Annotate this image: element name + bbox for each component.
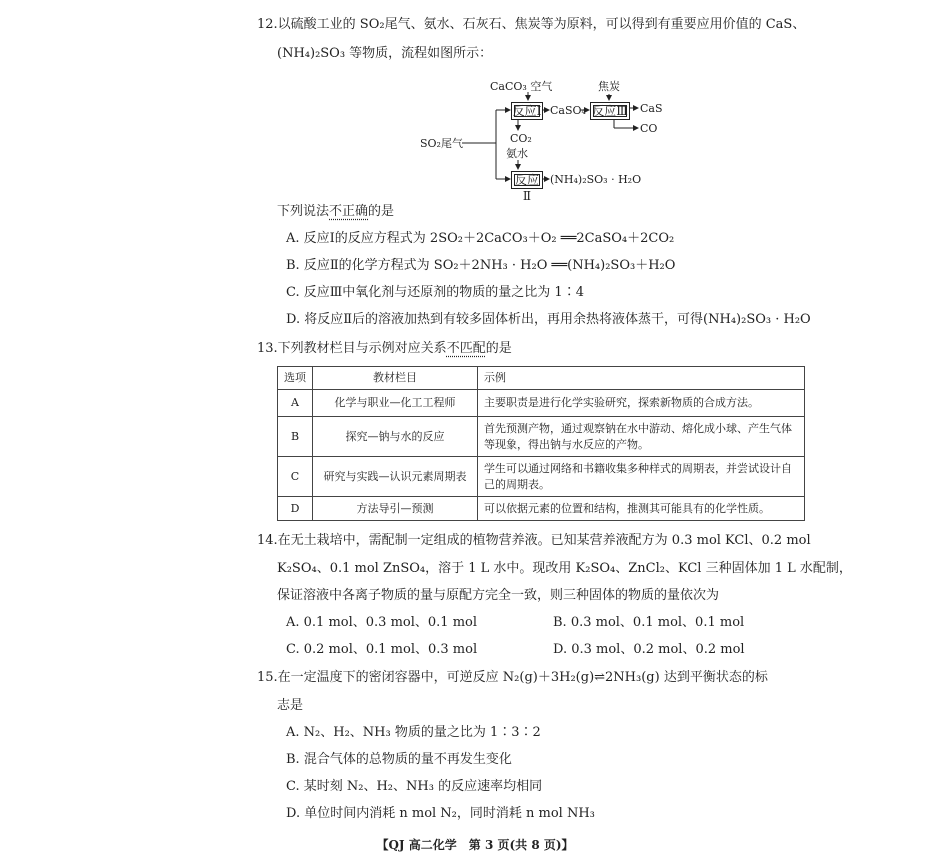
q12-stem-pre: 下列说法 <box>277 204 330 219</box>
q13-stem <box>257 340 512 358</box>
header-example: 示例 <box>478 367 805 390</box>
header-column: 教材栏目 <box>313 367 478 390</box>
q12-stem-post: 的是 <box>368 204 395 219</box>
flow-box-reaction-3: 反应Ⅲ <box>590 102 630 120</box>
q12-stem-emph: 不正确 <box>329 204 369 219</box>
flow-co2: CO₂ <box>510 132 532 145</box>
flow-input-caco3-air: CaCO₃ 空气 <box>490 80 553 93</box>
flow-caso4: CaSO₄ <box>550 104 586 117</box>
q12-option-b: B. 反应Ⅱ的化学方程式为 SO₂＋2NH₃ · H₂O ══(NH₄)₂SO₃＋H₂O <box>286 258 676 273</box>
flow-source: SO₂尾气 <box>420 137 463 150</box>
cell-example: 学生可以通过网络和书籍收集多种样式的周期表，并尝试设计自己的周期表。 <box>478 457 805 497</box>
cell-example: 主要职责是进行化学实验研究，探索新物质的合成方法。 <box>478 390 805 417</box>
q12-stem <box>277 203 394 221</box>
q14-option-b: B. 0.3 mol、0.1 mol、0.1 mol <box>553 615 745 630</box>
q12-option-c: C. 反应Ⅲ中氧化剂与还原剂的物质的量之比为 1∶4 <box>286 285 584 300</box>
cell-option: C <box>278 457 313 497</box>
flow-output-co: CO <box>640 122 658 135</box>
cell-column: 探究—钠与水的反应 <box>313 417 478 457</box>
flow-input-coke: 焦炭 <box>598 80 620 93</box>
cell-column: 方法导引—预测 <box>313 497 478 521</box>
cell-example: 首先预测产物，通过观察钠在水中游动、熔化成小球、产生气体等现象，得出钠与水反应的产物。 <box>478 417 805 457</box>
table-header-row <box>278 367 805 390</box>
q15-line1: 15.在一定温度下的密闭容器中，可逆反应 N₂(g)＋3H₂(g)⇌2NH₃(g) 达到平衡状态的标 <box>257 670 768 685</box>
q13-stem-post: 的是 <box>485 341 512 356</box>
q14-option-a: A. 0.1 mol、0.3 mol、0.1 mol <box>286 615 478 630</box>
cell-option: D <box>278 497 313 521</box>
q15-line2: 志是 <box>277 698 304 713</box>
cell-column: 研究与实践—认识元素周期表 <box>313 457 478 497</box>
q14-option-d: D. 0.3 mol、0.2 mol、0.2 mol <box>553 642 745 657</box>
q12-option-d: D. 将反应Ⅱ后的溶液加热到有较多固体析出，再用余热将液体蒸干，可得(NH₄)₂SO₃ · H₂O <box>286 312 811 327</box>
table-row <box>278 457 805 497</box>
flow-box-reaction-2: 反应Ⅱ <box>511 171 543 189</box>
table-row <box>278 417 805 457</box>
process-flowchart <box>418 78 663 203</box>
q15-option-a: A. N₂、H₂、NH₃ 物质的量之比为 1∶3∶2 <box>286 725 541 740</box>
cell-option: B <box>278 417 313 457</box>
q14-line2: K₂SO₄、0.1 mol ZnSO₄，溶于 1 L 水中。现改用 K₂SO₄、ZnCl₂、KCl 三种固体加 1 L 水配制， <box>277 561 852 576</box>
header-option: 选项 <box>278 367 313 390</box>
q13-stem-emph: 不匹配 <box>446 341 486 356</box>
q14-line1: 14.在无土栽培中，需配制一定组成的植物营养液。已知某营养液配方为 0.3 mol KCl、0.2 mol <box>257 533 811 548</box>
q12-line1: 12.以硫酸工业的 SO₂尾气、氨水、石灰石、焦炭等为原料，可以得到有重要应用价值的 CaS、 <box>257 17 806 32</box>
q15-option-d: D. 单位时间内消耗 n mol N₂，同时消耗 n mol NH₃ <box>286 806 595 821</box>
q14-option-c: C. 0.2 mol、0.1 mol、0.3 mol <box>286 642 478 657</box>
table-row <box>278 497 805 521</box>
cell-column: 化学与职业—化工工程师 <box>313 390 478 417</box>
cell-example: 可以依据元素的位置和结构，推测其可能具有的化学性质。 <box>478 497 805 521</box>
q14-line3: 保证溶液中各离子物质的量与原配方完全一致，则三种固体的物质的量依次为 <box>277 588 720 603</box>
flow-output-nh4so3: (NH₄)₂SO₃ · H₂O <box>550 173 642 186</box>
flow-box-reaction-1: 反应Ⅰ <box>512 104 542 118</box>
flow-ammonia: 氨水 <box>506 147 528 160</box>
q15-option-c: C. 某时刻 N₂、H₂、NH₃ 的反应速率均相同 <box>286 779 543 794</box>
q13-stem-pre: 13.下列教材栏目与示例对应关系 <box>257 341 447 356</box>
page-footer: 【QJ 高二化学 第 3 页(共 8 页)】 <box>376 838 574 852</box>
q12-option-a: A. 反应Ⅰ的反应方程式为 2SO₂＋2CaCO₃＋O₂ ══2CaSO₄＋2CO₂ <box>286 231 675 246</box>
cell-option: A <box>278 390 313 417</box>
flow-output-cas: CaS <box>640 102 663 115</box>
table-row <box>278 390 805 417</box>
q12-line2: (NH₄)₂SO₃ 等物质，流程如图所示： <box>277 46 493 61</box>
q15-option-b: B. 混合气体的总物质的量不再发生变化 <box>286 752 512 767</box>
q13-table <box>277 366 805 521</box>
